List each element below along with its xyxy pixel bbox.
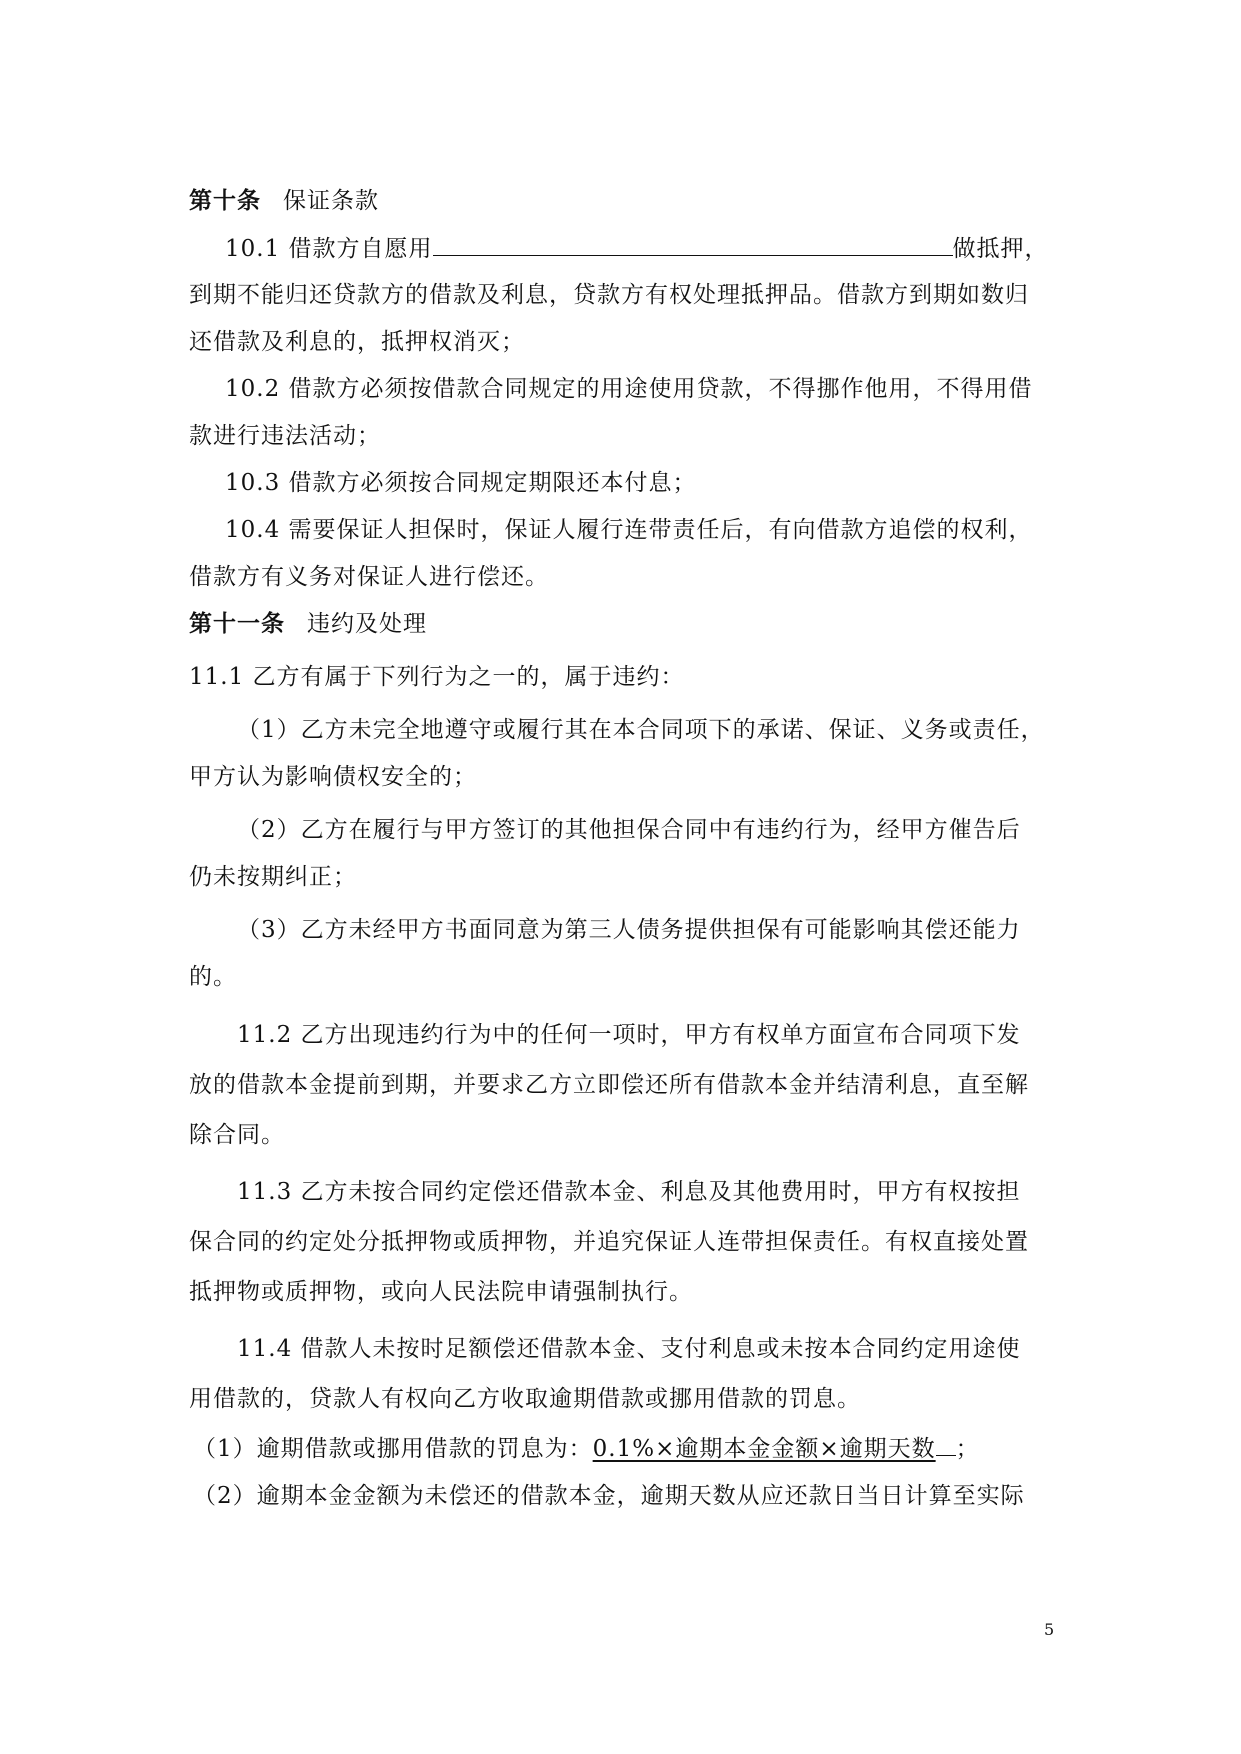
clause-11-2-line-2: 放的借款本金提前到期，并要求乙方立即偿还所有借款本金并结清利息，直至解 xyxy=(189,1072,1029,1098)
clause-11-3-line-1: 11.3 乙方未按合同约定偿还借款本金、利息及其他费用时，甲方有权按担 xyxy=(237,1179,1021,1205)
article-11-number: 第十一条 xyxy=(189,610,285,637)
breach-item-3-line-1: （3）乙方未经甲方书面同意为第三人债务提供担保有可能影响其偿还能力 xyxy=(237,917,1021,943)
article-10-title: 保证条款 xyxy=(283,188,379,214)
clause-11-4-line-2: 用借款的，贷款人有权向乙方收取逾期借款或挪用借款的罚息。 xyxy=(189,1386,861,1412)
article-10-number: 第十条 xyxy=(189,187,261,214)
article-11-heading xyxy=(189,609,427,639)
clause-11-3-line-2: 保合同的约定处分抵押物或质押物，并追究保证人连带担保责任。有权直接处置 xyxy=(189,1229,1029,1255)
penalty-item-1-prefix: （1）逾期借款或挪用借款的罚息为： xyxy=(193,1436,593,1462)
clause-10-2-line-2: 款进行违法活动； xyxy=(189,423,381,449)
clause-11-2-line-3: 除合同。 xyxy=(189,1122,285,1148)
breach-item-2-line-2: 仍未按期纠正； xyxy=(189,864,357,890)
breach-item-3-line-2: 的。 xyxy=(189,964,237,990)
clause-11-1: 11.1 乙方有属于下列行为之一的，属于违约： xyxy=(189,664,685,690)
penalty-item-2-line-1: （2）逾期本金金额为未偿还的借款本金，逾期天数从应还款日当日计算至实际 xyxy=(193,1483,1025,1509)
page-number: 5 xyxy=(1044,1620,1055,1639)
clause-10-1-line-3: 还借款及利息的，抵押权消灭； xyxy=(189,329,525,355)
clause-10-1-end: 做抵押， xyxy=(952,236,1049,262)
clause-10-1-line-2: 到期不能归还贷款方的借款及利息，贷款方有权处理抵押品。借款方到期如数归 xyxy=(189,282,1029,308)
penalty-item-1 xyxy=(193,1433,980,1464)
breach-item-1-line-2: 甲方认为影响债权安全的； xyxy=(189,764,477,790)
clause-11-2-line-1: 11.2 乙方出现违约行为中的任何一项时，甲方有权单方面宣布合同项下发 xyxy=(237,1022,1021,1048)
clause-10-4-line-2: 借款方有义务对保证人进行偿还。 xyxy=(189,564,549,590)
clause-10-1-line-1 xyxy=(225,233,1049,264)
penalty-formula-field: 0.1%×逾期本金金额×逾期天数 xyxy=(592,1436,936,1462)
clause-11-4-line-1: 11.4 借款人未按时足额偿还借款本金、支付利息或未按本合同约定用途使 xyxy=(237,1336,1021,1362)
article-11-title: 违约及处理 xyxy=(307,611,427,637)
clause-10-4-line-1: 10.4 需要保证人担保时，保证人履行连带责任后，有向借款方追偿的权利， xyxy=(225,517,1033,543)
collateral-blank-field[interactable] xyxy=(433,233,953,256)
breach-item-1-line-1: （1）乙方未完全地遵守或履行其在本合同项下的承诺、保证、义务或责任， xyxy=(237,717,1045,743)
clause-11-3-line-3: 抵押物或质押物，或向人民法院申请强制执行。 xyxy=(189,1279,693,1305)
clause-10-1-start: 10.1 借款方自愿用 xyxy=(225,236,433,262)
breach-item-2-line-1: （2）乙方在履行与甲方签订的其他担保合同中有违约行为，经甲方催告后 xyxy=(237,817,1021,843)
article-10-heading xyxy=(189,186,379,216)
clause-10-2-line-1: 10.2 借款方必须按借款合同规定的用途使用贷款，不得挪作他用，不得用借 xyxy=(225,376,1033,402)
clause-10-3: 10.3 借款方必须按合同规定期限还本付息； xyxy=(225,470,697,496)
penalty-formula-underline xyxy=(936,1433,956,1456)
penalty-item-1-suffix: ； xyxy=(955,1436,980,1462)
